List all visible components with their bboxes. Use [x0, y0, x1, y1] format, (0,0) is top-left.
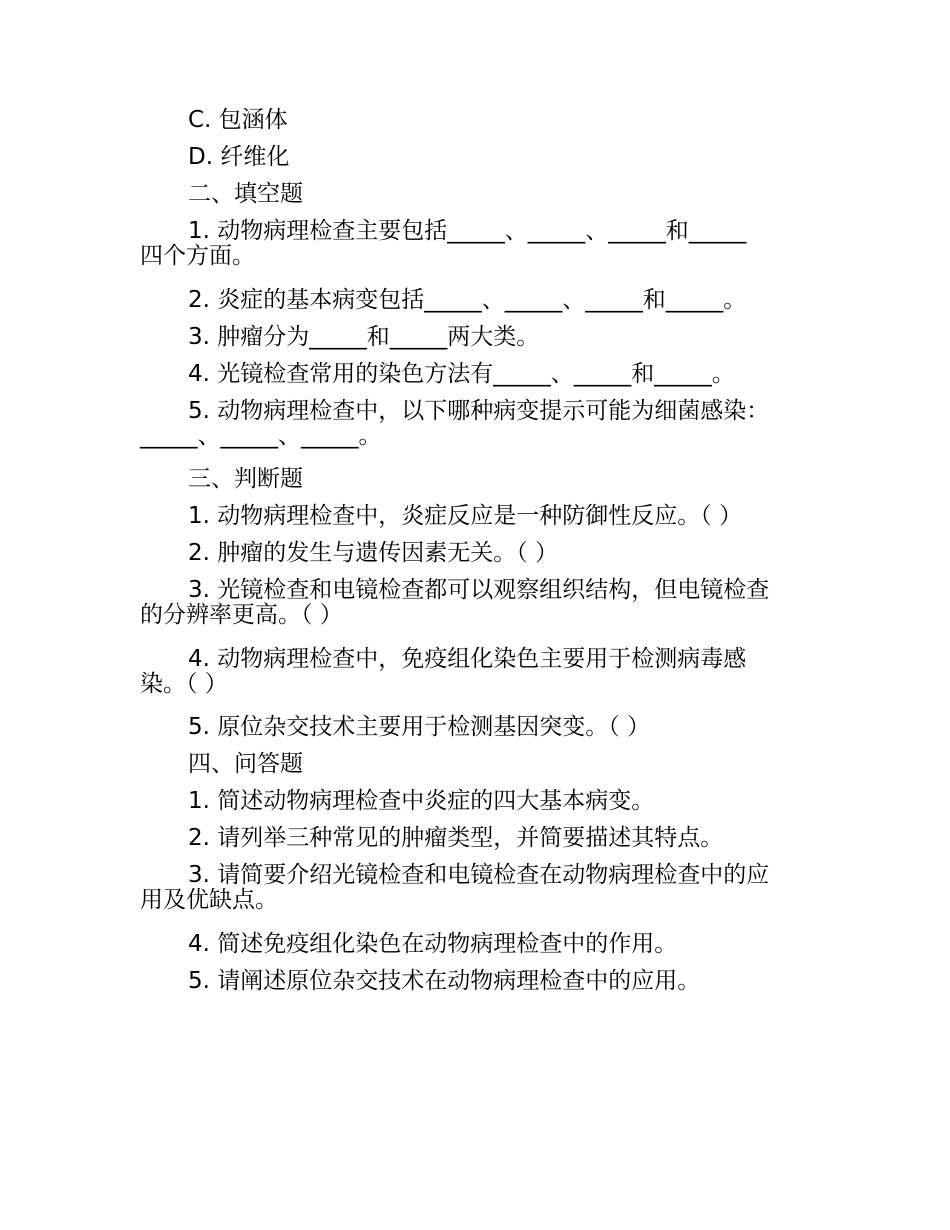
section-heading-true-false: 三、判断题 [188, 466, 303, 492]
short-answer-question-4: 4. 简述免疫组化染色在动物病理检查中的作用。 [188, 931, 678, 957]
short-answer-question-3 [140, 857, 812, 926]
fill-blank-question-3: 3. 肿瘤分为_____和_____两大类。 [188, 324, 540, 350]
short-answer-q3-line1: 3. 请简要介绍光镜检查和电镜检查在动物病理检查中的应 [188, 862, 770, 888]
fill-blank-question-5 [140, 393, 812, 461]
true-false-question-2: 2. 肿瘤的发生与遗传因素无关。（ ） [188, 540, 559, 566]
true-false-question-1: 1. 动物病理检查中，炎症反应是一种防御性反应。（ ） [188, 503, 743, 529]
true-false-q4-line2: 染。（ ） [140, 671, 228, 697]
fill-blank-q5-line2: _____、_____、_____。 [140, 423, 382, 449]
fill-blank-question-2: 2. 炎症的基本病变包括_____、_____、_____和_____。 [188, 287, 747, 313]
fill-blank-q1-line2: 四个方面。 [140, 243, 255, 269]
fill-blank-q1-line1: 1. 动物病理检查主要包括_____、_____、_____和_____ [188, 218, 747, 244]
short-answer-question-2: 2. 请列举三种常见的肿瘤类型，并简要描述其特点。 [188, 825, 724, 851]
short-answer-question-5: 5. 请阐述原位杂交技术在动物病理检查中的应用。 [188, 968, 701, 994]
true-false-question-5: 5. 原位杂交技术主要用于检测基因突变。（ ） [188, 714, 651, 740]
fill-blank-question-1 [140, 213, 812, 282]
fill-blank-question-4: 4. 光镜检查常用的染色方法有_____、_____和_____。 [188, 361, 735, 387]
section-heading-short-answer: 四、问答题 [188, 751, 303, 777]
true-false-q3-line2: 的分辨率更高。（ ） [140, 602, 343, 628]
choice-option-c: C. 包涵体 [188, 107, 288, 133]
fill-blank-q5-line1: 5. 动物病理检查中，以下哪种病变提示可能为细菌感染： [188, 398, 770, 424]
true-false-question-4 [140, 641, 812, 709]
true-false-q3-line1: 3. 光镜检查和电镜检查都可以观察组织结构，但电镜检查 [188, 577, 770, 603]
true-false-question-3 [140, 572, 812, 641]
document-body [140, 102, 812, 1000]
choice-option-d: D. 纤维化 [188, 144, 290, 170]
short-answer-question-1: 1. 简述动物病理检查中炎症的四大基本病变。 [188, 788, 655, 814]
section-heading-fill-blank: 二、填空题 [188, 181, 303, 207]
short-answer-q3-line2: 用及优缺点。 [140, 887, 278, 913]
true-false-q4-line1: 4. 动物病理检查中，免疫组化染色主要用于检测病毒感 [188, 646, 747, 672]
